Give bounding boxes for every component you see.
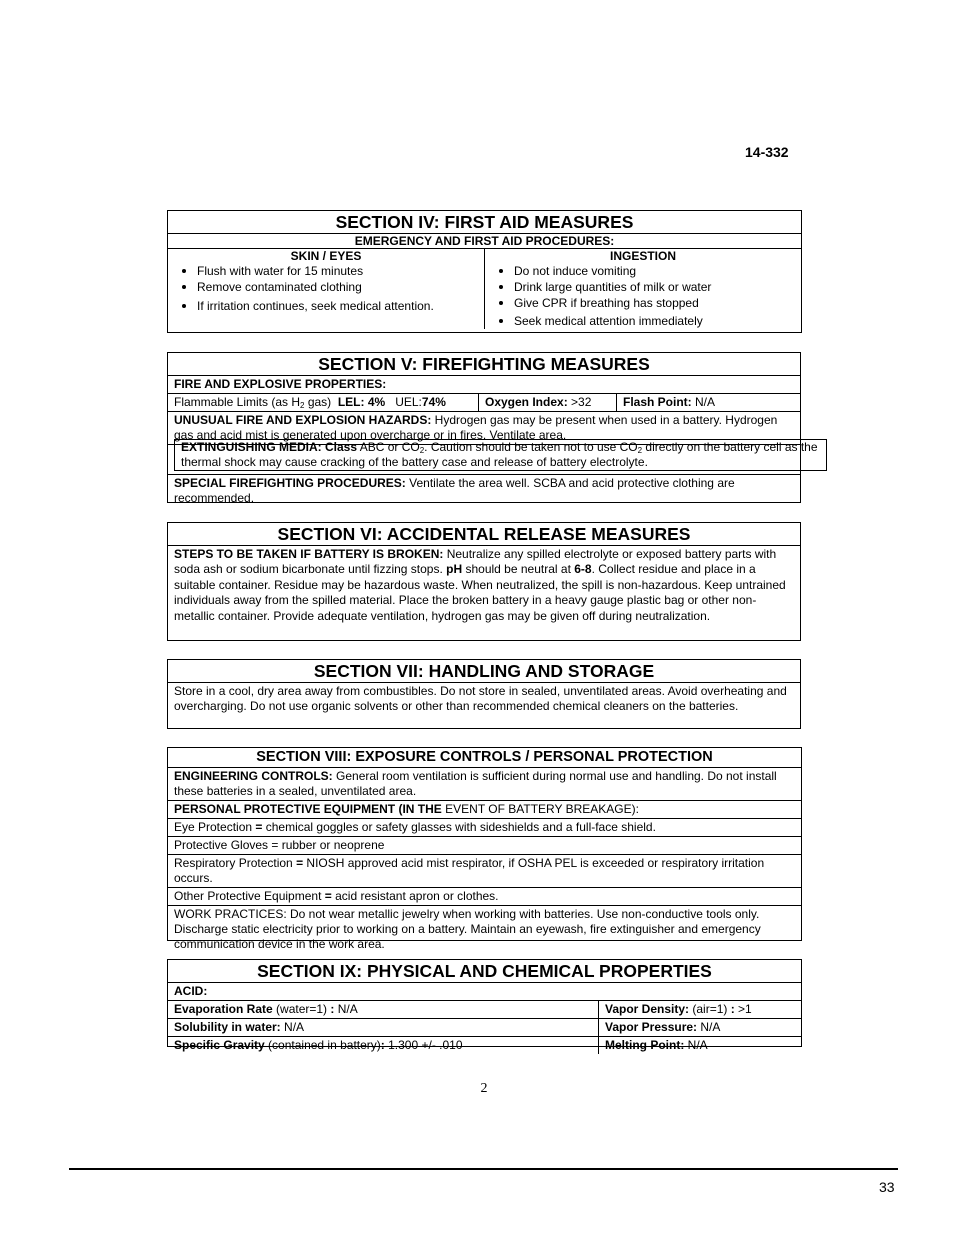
section-ix-title: SECTION IX: PHYSICAL AND CHEMICAL PROPERTIES bbox=[168, 960, 801, 983]
respiratory-protection-text: NIOSH approved acid mist respirator, if OSHA PEL is exceeded or respiratory irritation occurs. bbox=[174, 856, 765, 885]
melting-point-label: Melting Point: bbox=[605, 1038, 685, 1052]
specific-gravity-cell bbox=[168, 1037, 598, 1054]
solubility-value: N/A bbox=[280, 1020, 305, 1034]
handling-storage-text: Store in a cool, dry area away from combustibles. Do not store in sealed, unventilated areas. Avoid overheating and overcharging. Do not use organic solvents or other than recommended chemical cleaners on the batteries. bbox=[174, 684, 787, 713]
vapor-density-condition: (air=1) bbox=[689, 1002, 731, 1016]
flash-point-cell bbox=[616, 394, 800, 411]
uel-label: UEL: bbox=[395, 395, 422, 409]
flammability-row bbox=[168, 394, 800, 412]
ingestion-list bbox=[485, 263, 801, 329]
vapor-pressure-cell bbox=[598, 1019, 801, 1036]
skin-eyes-column bbox=[168, 249, 484, 329]
respiratory-protection-label: Respiratory Protection bbox=[174, 856, 297, 870]
special-procedures-row bbox=[168, 475, 800, 507]
vapor-density-value: >1 bbox=[734, 1002, 752, 1016]
ingestion-column bbox=[484, 249, 801, 329]
uel-value: 74% bbox=[421, 395, 446, 409]
list-item: • Give CPR if breathing has stopped bbox=[514, 295, 801, 311]
section-vii-title: SECTION VII: HANDLING AND STORAGE bbox=[168, 660, 800, 683]
solubility-row bbox=[168, 1019, 801, 1037]
list-item: • Do not induce vomiting bbox=[514, 263, 801, 279]
other-equipment-text: acid resistant apron or clothes. bbox=[331, 889, 499, 903]
evaporation-value: N/A bbox=[334, 1002, 358, 1016]
lel-value: LEL: 4% bbox=[337, 395, 386, 409]
equals-sign: = bbox=[296, 856, 304, 870]
list-item: • Drink large quantities of milk or water bbox=[514, 279, 801, 295]
evaporation-label: Evaporation Rate bbox=[174, 1002, 273, 1016]
list-item: • If irritation continues, seek medical attention. bbox=[197, 298, 484, 314]
engineering-controls-label: ENGINEERING CONTROLS: bbox=[174, 769, 333, 783]
other-equipment-row bbox=[168, 888, 801, 906]
ph-range: 6-8 bbox=[574, 562, 592, 577]
broken-battery-steps bbox=[168, 546, 800, 625]
special-procedures-label: SPECIAL FIREFIGHTING PROCEDURES: bbox=[174, 476, 406, 490]
evaporation-condition: (water=1) bbox=[272, 1002, 331, 1016]
acid-heading: ACID: bbox=[168, 983, 801, 1001]
melting-point-cell bbox=[598, 1037, 801, 1054]
protective-gloves-row: Protective Gloves = rubber or neoprene bbox=[168, 837, 801, 855]
inner-page-number: 2 bbox=[480, 1081, 488, 1096]
flammable-limits-suffix: gas) bbox=[304, 395, 332, 409]
section-v-title: SECTION V: FIREFIGHTING MEASURES bbox=[168, 353, 800, 376]
subscript: 2 bbox=[419, 446, 425, 455]
section-vi-title: SECTION VI: ACCIDENTAL RELEASE MEASURES bbox=[168, 523, 800, 546]
colon: : bbox=[380, 1038, 385, 1052]
evaporation-cell bbox=[168, 1001, 598, 1018]
ppe-heading-row bbox=[168, 801, 801, 819]
unusual-hazards-label: UNUSUAL FIRE AND EXPLOSION HAZARDS: bbox=[174, 413, 432, 427]
steps-text: should be neutral at bbox=[462, 562, 575, 577]
flammable-limits-cell bbox=[168, 394, 478, 411]
extinguishing-media-label: EXTINGUISHING MEDIA: Class bbox=[181, 440, 358, 454]
melting-point-value: N/A bbox=[684, 1038, 708, 1052]
section-iv-first-aid bbox=[167, 210, 802, 333]
section-vi-accidental-release bbox=[167, 522, 801, 641]
vapor-density-label: Vapor Density: bbox=[605, 1002, 690, 1016]
specific-gravity-row bbox=[168, 1037, 801, 1054]
engineering-controls-row bbox=[168, 768, 801, 801]
colon: : bbox=[730, 1002, 735, 1016]
document-number: 14-332 bbox=[745, 144, 789, 160]
ingestion-heading: INGESTION bbox=[609, 249, 676, 263]
engineering-controls-text: General room ventilation is sufficient during normal use and handling. Do not install these batteries in a sealed, unventilated area. bbox=[174, 769, 777, 798]
vapor-pressure-value: N/A bbox=[697, 1020, 721, 1034]
fire-properties-heading: FIRE AND EXPLOSIVE PROPERTIES: bbox=[168, 376, 800, 394]
section-ix-physical-chemical bbox=[167, 959, 802, 1052]
steps-text: Neutralize any spilled electrolyte or exposed battery parts with soda ash or sodium bicarbonate until fizzing stops. bbox=[174, 547, 777, 577]
section-viii-exposure-controls bbox=[167, 747, 802, 951]
flammable-limits-label: Flammable Limits (as H bbox=[174, 395, 301, 409]
eye-protection-text: chemical goggles or safety glasses with sideshields and a full-face shield. bbox=[262, 820, 656, 834]
emergency-procedures-heading: EMERGENCY AND FIRST AID PROCEDURES: bbox=[168, 234, 801, 249]
solubility-label: Solubility in water: bbox=[174, 1020, 281, 1034]
oxygen-index-label: Oxygen Index: bbox=[485, 395, 568, 409]
oxygen-index-cell bbox=[478, 394, 616, 411]
extinguishing-text: ABC or CO bbox=[357, 440, 420, 454]
section-iv-title: SECTION IV: FIRST AID MEASURES bbox=[168, 211, 801, 234]
eye-protection-row bbox=[168, 819, 801, 837]
skin-eyes-heading: SKIN / EYES bbox=[290, 249, 362, 263]
equals-sign: = bbox=[324, 889, 332, 903]
section-v-firefighting bbox=[167, 352, 801, 503]
extinguishing-text: directly on the battery cell as the thermal shock may cause cracking of the battery case and release of battery electrolyte. bbox=[181, 440, 818, 469]
specific-gravity-value: 1.300 +/- .010 bbox=[384, 1038, 463, 1052]
page-number: 33 bbox=[879, 1179, 895, 1195]
ph-label: pH bbox=[446, 562, 463, 577]
list-item: • Seek medical attention immediately bbox=[514, 313, 801, 329]
subscript: 2 bbox=[637, 446, 643, 455]
extinguishing-media-box bbox=[174, 439, 827, 471]
solubility-cell bbox=[168, 1019, 598, 1036]
vapor-density-cell bbox=[598, 1001, 801, 1018]
specific-gravity-condition: (contained in battery) bbox=[264, 1038, 381, 1052]
first-aid-columns bbox=[168, 249, 801, 329]
vapor-pressure-label: Vapor Pressure: bbox=[605, 1020, 698, 1034]
evaporation-row bbox=[168, 1001, 801, 1019]
flash-point-label: Flash Point: bbox=[623, 395, 692, 409]
special-procedures-text: Ventilate the area well. SCBA and acid protective clothing are recommended. bbox=[174, 476, 735, 505]
list-item: • Flush with water for 15 minutes bbox=[197, 263, 484, 279]
work-practices-row: WORK PRACTICES: Do not wear metallic jewelry when working with batteries. Use non-conductive tools only. Discharge static electricity prior to working on a battery. Maintain an eyewash, fire extinguisher and emergency communication device in the work area. bbox=[174, 907, 761, 951]
ppe-label: PERSONAL PROTECTIVE EQUIPMENT (IN THE bbox=[174, 802, 442, 816]
eye-protection-label: Eye Protection bbox=[174, 820, 256, 834]
colon: : bbox=[330, 1002, 335, 1016]
broken-battery-label: STEPS TO BE TAKEN IF BATTERY IS BROKEN: bbox=[174, 547, 444, 561]
skin-eyes-list bbox=[168, 263, 484, 314]
respiratory-protection-row bbox=[168, 855, 801, 888]
specific-gravity-label: Specific Gravity bbox=[174, 1038, 265, 1052]
section-vii-handling-storage bbox=[167, 659, 801, 729]
unusual-hazards-text: Hydrogen gas may be present when used in a battery. Hydrogen gas and acid mist is generated upon overcharge or in fires. Ventilate area. bbox=[174, 413, 778, 442]
section-viii-title: SECTION VIII: EXPOSURE CONTROLS / PERSONAL PROTECTION bbox=[168, 748, 801, 768]
footer-divider bbox=[69, 1168, 898, 1170]
equals-sign: = bbox=[255, 820, 263, 834]
other-equipment-label: Other Protective Equipment bbox=[174, 889, 325, 903]
extinguishing-text: . Caution should be taken not to use CO bbox=[424, 440, 638, 454]
flash-point-value: N/A bbox=[691, 395, 716, 409]
oxygen-index-value: >32 bbox=[567, 395, 592, 409]
steps-text: . Collect residue and place in a suitable container. Residue may be hazardous waste. When neutralized, the spill is non-hazardous. Keep untrained individuals away from the spilled material. Place the broken battery in a heavy gauge plastic bag or other non-metallic container. Provide adequate ventilation, hydrogen gas may be given off during neutralization. bbox=[174, 562, 786, 623]
ppe-text: EVENT OF BATTERY BREAKAGE): bbox=[441, 802, 639, 816]
subscript: 2 bbox=[300, 401, 305, 410]
list-item: • Remove contaminated clothing bbox=[197, 279, 484, 295]
